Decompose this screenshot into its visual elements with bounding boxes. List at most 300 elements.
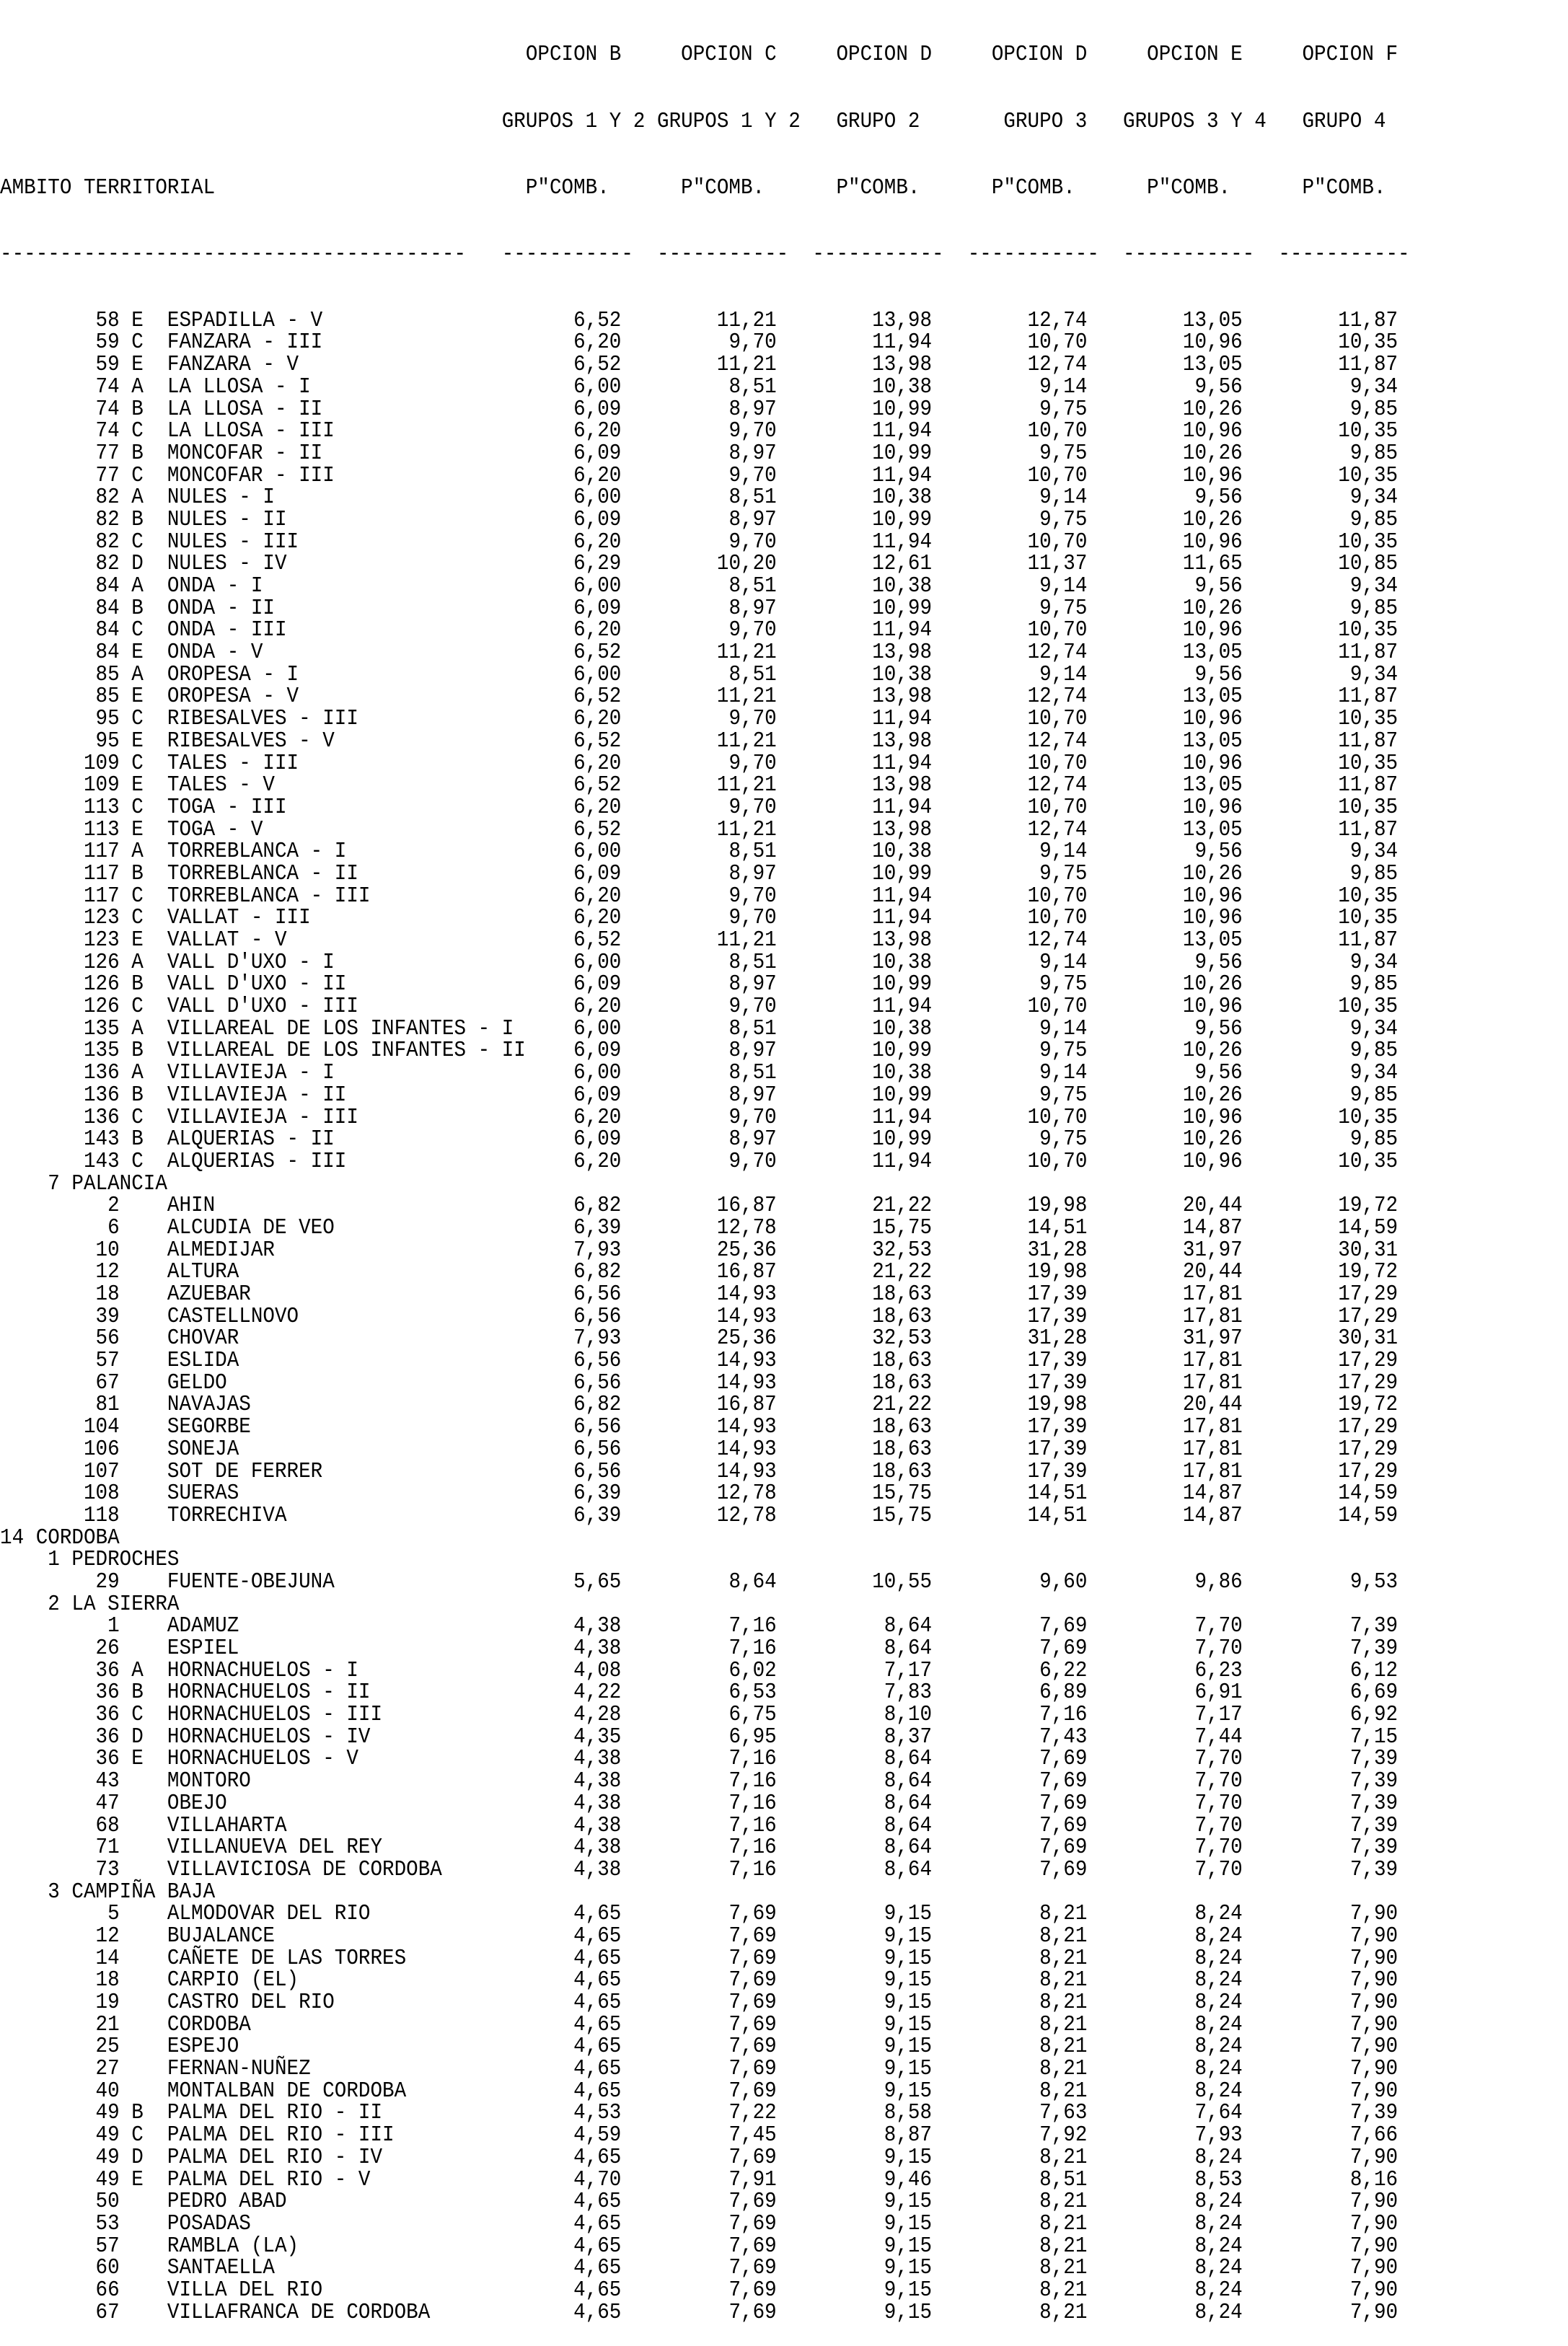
table-row xyxy=(0,487,1410,509)
municipality-name: 84 C ONDA - III xyxy=(0,618,526,643)
value-opcion-d-grupo2: 9,15 xyxy=(776,2300,933,2325)
table-row xyxy=(0,1439,1410,1461)
value-opcion-d-grupo3: 8,21 xyxy=(932,2057,1088,2082)
value-opcion-b: 6,52 xyxy=(525,353,622,378)
table-row xyxy=(0,399,1410,421)
value-opcion-f: 10,35 xyxy=(1242,463,1399,488)
value-opcion-c: 8,51 xyxy=(621,839,777,865)
value-opcion-c: 11,21 xyxy=(621,728,777,754)
value-opcion-c: 11,21 xyxy=(621,640,777,666)
value-opcion-f: 7,39 xyxy=(1242,1791,1399,1816)
value-opcion-c: 14,93 xyxy=(621,1349,777,1374)
value-opcion-f: 9,85 xyxy=(1242,1127,1399,1152)
value-opcion-d-grupo3: 9,60 xyxy=(932,1569,1088,1595)
value-opcion-c: 9,70 xyxy=(621,529,777,555)
value-opcion-f: 7,90 xyxy=(1242,2057,1399,2082)
value-opcion-c: 11,21 xyxy=(621,353,777,378)
value-opcion-d-grupo3: 8,21 xyxy=(932,1902,1088,1927)
value-opcion-c: 6,95 xyxy=(621,1724,777,1750)
value-opcion-c: 6,02 xyxy=(621,1658,777,1683)
value-opcion-c: 9,70 xyxy=(621,995,777,1020)
value-opcion-b: 6,20 xyxy=(525,463,622,488)
value-opcion-d-grupo2: 10,99 xyxy=(776,1082,933,1108)
value-opcion-d-grupo2: 11,94 xyxy=(776,751,933,776)
municipality-name: 18 AZUEBAR xyxy=(0,1282,526,1308)
value-opcion-d-grupo2: 11,94 xyxy=(776,995,933,1020)
value-opcion-b: 6,20 xyxy=(525,529,622,555)
value-opcion-b: 4,38 xyxy=(525,1791,622,1816)
value-opcion-e: 7,44 xyxy=(1087,1724,1243,1750)
value-opcion-e: 10,26 xyxy=(1087,972,1243,997)
value-opcion-e: 17,81 xyxy=(1087,1459,1243,1484)
value-opcion-f: 17,29 xyxy=(1242,1304,1399,1329)
table-row xyxy=(0,797,1410,819)
value-opcion-b: 6,20 xyxy=(525,618,622,643)
value-opcion-b: 4,65 xyxy=(525,2277,622,2303)
municipality-name: 49 B PALMA DEL RIO - II xyxy=(0,2101,526,2126)
value-opcion-b: 6,20 xyxy=(525,751,622,776)
value-opcion-d-grupo2: 10,38 xyxy=(776,950,933,975)
value-opcion-d-grupo3: 12,74 xyxy=(932,817,1088,842)
value-opcion-c: 7,69 xyxy=(621,2256,777,2281)
table-row xyxy=(0,1261,1410,1284)
value-opcion-f: 7,90 xyxy=(1242,2078,1399,2104)
value-opcion-d-grupo3: 31,28 xyxy=(932,1238,1088,1263)
value-opcion-b: 4,65 xyxy=(525,2233,622,2259)
table-row xyxy=(0,2078,1410,2104)
value-opcion-b: 6,20 xyxy=(525,795,622,820)
value-opcion-c: 9,70 xyxy=(621,906,777,931)
table-row xyxy=(0,1948,1410,1970)
table-row xyxy=(0,2277,1410,2303)
value-opcion-e: 13,05 xyxy=(1087,817,1243,842)
value-opcion-c: 16,87 xyxy=(621,1393,777,1418)
value-opcion-d-grupo2: 18,63 xyxy=(776,1370,933,1395)
value-opcion-b: 6,20 xyxy=(525,330,622,356)
value-opcion-c: 7,69 xyxy=(621,2190,777,2215)
value-opcion-b: 4,38 xyxy=(525,1813,622,1838)
value-opcion-b: 6,09 xyxy=(525,1127,622,1152)
table-row xyxy=(0,2125,1410,2147)
value-opcion-e: 20,44 xyxy=(1087,1393,1243,1418)
value-opcion-c: 8,97 xyxy=(621,397,777,422)
value-opcion-e: 10,96 xyxy=(1087,618,1243,643)
value-opcion-e: 10,26 xyxy=(1087,861,1243,886)
value-opcion-e: 8,24 xyxy=(1087,2190,1243,2215)
value-opcion-e: 8,24 xyxy=(1087,1902,1243,1927)
value-opcion-b: 4,38 xyxy=(525,1857,622,1882)
value-opcion-e: 10,26 xyxy=(1087,1127,1243,1152)
table-row xyxy=(0,1815,1410,1838)
value-opcion-e: 8,24 xyxy=(1087,2057,1243,2082)
value-opcion-d-grupo2: 11,94 xyxy=(776,463,933,488)
municipality-name: 84 A ONDA - I xyxy=(0,574,526,599)
value-opcion-e: 7,70 xyxy=(1087,1769,1243,1794)
value-opcion-e: 8,24 xyxy=(1087,2300,1243,2325)
municipality-name: 49 D PALMA DEL RIO - IV xyxy=(0,2145,526,2170)
value-opcion-e: 9,56 xyxy=(1087,574,1243,599)
table-row xyxy=(0,1793,1410,1815)
value-opcion-d-grupo2: 9,15 xyxy=(776,2233,933,2259)
municipality-name: 40 MONTALBAN DE CORDOBA xyxy=(0,2078,526,2104)
municipality-name: 135 B VILLAREAL DE LOS INFANTES - II xyxy=(0,1038,526,1064)
value-opcion-c: 7,69 xyxy=(621,1968,777,1993)
municipality-name: 126 B VALL D'UXO - II xyxy=(0,972,526,997)
value-opcion-d-grupo3: 17,39 xyxy=(932,1349,1088,1374)
value-opcion-f: 10,35 xyxy=(1242,419,1399,444)
value-opcion-b: 4,59 xyxy=(525,2123,622,2148)
value-opcion-d-grupo3: 17,39 xyxy=(932,1437,1088,1462)
value-opcion-d-grupo3: 7,63 xyxy=(932,2101,1088,2126)
table-row xyxy=(0,1372,1410,1395)
value-opcion-d-grupo3: 9,75 xyxy=(932,861,1088,886)
value-opcion-b: 4,38 xyxy=(525,1769,622,1794)
table-row xyxy=(0,2257,1410,2280)
value-opcion-e: 7,64 xyxy=(1087,2101,1243,2126)
value-opcion-d-grupo3: 9,75 xyxy=(932,507,1088,532)
table-row xyxy=(0,1018,1410,1041)
value-opcion-f: 10,35 xyxy=(1242,751,1399,776)
value-opcion-b: 6,56 xyxy=(525,1304,622,1329)
table-row xyxy=(0,819,1410,842)
value-opcion-f: 7,39 xyxy=(1242,1857,1399,1882)
value-opcion-f: 10,35 xyxy=(1242,795,1399,820)
value-opcion-f: 9,34 xyxy=(1242,839,1399,865)
value-opcion-e: 8,24 xyxy=(1087,1968,1243,1993)
value-opcion-b: 6,00 xyxy=(525,950,622,975)
value-opcion-d-grupo2: 7,83 xyxy=(776,1680,933,1706)
value-opcion-f: 11,87 xyxy=(1242,353,1399,378)
value-opcion-d-grupo2: 10,99 xyxy=(776,1038,933,1064)
value-opcion-d-grupo2: 11,94 xyxy=(776,795,933,820)
value-opcion-d-grupo3: 8,21 xyxy=(932,2300,1088,2325)
value-opcion-d-grupo2: 10,38 xyxy=(776,574,933,599)
value-opcion-e: 8,24 xyxy=(1087,2078,1243,2104)
value-opcion-f: 9,85 xyxy=(1242,507,1399,532)
value-opcion-b: 4,38 xyxy=(525,1747,622,1772)
value-opcion-d-grupo2: 11,94 xyxy=(776,529,933,555)
value-opcion-d-grupo2: 18,63 xyxy=(776,1282,933,1308)
value-opcion-f: 8,16 xyxy=(1242,2167,1399,2192)
table-row xyxy=(0,930,1410,952)
value-opcion-e: 10,96 xyxy=(1087,419,1243,444)
value-opcion-d-grupo2: 18,63 xyxy=(776,1349,933,1374)
municipality-name: 95 E RIBESALVES - V xyxy=(0,728,526,754)
value-opcion-b: 6,56 xyxy=(525,1349,622,1374)
table-row xyxy=(0,1394,1410,1416)
value-opcion-d-grupo2: 21,22 xyxy=(776,1393,933,1418)
value-opcion-d-grupo2: 11,94 xyxy=(776,419,933,444)
value-opcion-c: 8,51 xyxy=(621,374,777,400)
value-opcion-e: 9,86 xyxy=(1087,1569,1243,1595)
value-opcion-b: 6,00 xyxy=(525,574,622,599)
value-opcion-b: 4,22 xyxy=(525,1680,622,1706)
municipality-name: 57 ESLIDA xyxy=(0,1349,526,1374)
table-row xyxy=(0,2102,1410,2125)
value-opcion-c: 9,70 xyxy=(621,618,777,643)
value-opcion-e: 14,87 xyxy=(1087,1481,1243,1507)
value-opcion-b: 6,39 xyxy=(525,1503,622,1528)
value-opcion-d-grupo3: 12,74 xyxy=(932,928,1088,953)
table-row xyxy=(0,1483,1410,1505)
value-opcion-d-grupo2: 9,15 xyxy=(776,1968,933,1993)
value-opcion-f: 9,34 xyxy=(1242,574,1399,599)
table-row xyxy=(0,1903,1410,1926)
value-opcion-d-grupo3: 8,21 xyxy=(932,2211,1088,2236)
value-opcion-c: 14,93 xyxy=(621,1304,777,1329)
value-opcion-b: 4,65 xyxy=(525,2190,622,2215)
value-opcion-c: 8,97 xyxy=(621,441,777,466)
value-opcion-e: 7,70 xyxy=(1087,1791,1243,1816)
table-row xyxy=(0,2147,1410,2169)
value-opcion-d-grupo2: 8,64 xyxy=(776,1835,933,1861)
value-opcion-d-grupo3: 8,21 xyxy=(932,2256,1088,2281)
municipality-name: 109 C TALES - III xyxy=(0,751,526,776)
value-opcion-d-grupo3: 7,69 xyxy=(932,1747,1088,1772)
value-opcion-f: 11,87 xyxy=(1242,773,1399,798)
municipality-name: 95 C RIBESALVES - III xyxy=(0,707,526,732)
value-opcion-f: 7,39 xyxy=(1242,1813,1399,1838)
municipality-name: 57 RAMBLA (LA) xyxy=(0,2233,526,2259)
table-row xyxy=(0,1062,1410,1085)
municipality-name: 123 C VALLAT - III xyxy=(0,906,526,931)
value-opcion-e: 17,81 xyxy=(1087,1282,1243,1308)
municipality-name: 67 VILLAFRANCA DE CORDOBA xyxy=(0,2300,526,2325)
table-row xyxy=(0,907,1410,930)
value-opcion-d-grupo3: 17,39 xyxy=(932,1304,1088,1329)
table-row xyxy=(0,1328,1410,1350)
value-opcion-d-grupo2: 8,64 xyxy=(776,1747,933,1772)
table-row xyxy=(0,1923,1410,1949)
value-opcion-e: 13,05 xyxy=(1087,928,1243,953)
value-opcion-f: 6,69 xyxy=(1242,1680,1399,1706)
value-opcion-f: 7,90 xyxy=(1242,2145,1399,2170)
municipality-name: 59 E FANZARA - V xyxy=(0,353,526,378)
value-opcion-c: 7,16 xyxy=(621,1857,777,1882)
value-opcion-d-grupo2: 10,38 xyxy=(776,485,933,511)
value-opcion-f: 9,34 xyxy=(1242,485,1399,511)
value-opcion-c: 7,69 xyxy=(621,2034,777,2060)
value-opcion-d-grupo3: 8,51 xyxy=(932,2167,1088,2192)
value-opcion-d-grupo3: 7,69 xyxy=(932,1813,1088,1838)
value-opcion-f: 6,12 xyxy=(1242,1658,1399,1683)
value-opcion-e: 20,44 xyxy=(1087,1194,1243,1219)
municipality-name: 10 ALMEDIJAR xyxy=(0,1238,526,1263)
value-opcion-d-grupo3: 9,75 xyxy=(932,397,1088,422)
value-opcion-d-grupo2: 9,15 xyxy=(776,2256,933,2281)
value-opcion-d-grupo3: 9,14 xyxy=(932,374,1088,400)
value-opcion-e: 11,65 xyxy=(1087,552,1243,577)
value-opcion-f: 19,72 xyxy=(1242,1393,1399,1418)
value-opcion-f: 11,87 xyxy=(1242,817,1399,842)
value-opcion-d-grupo3: 7,69 xyxy=(932,1769,1088,1794)
value-opcion-d-grupo3: 7,16 xyxy=(932,1703,1088,1728)
value-opcion-d-grupo2: 13,98 xyxy=(776,684,933,710)
value-opcion-e: 10,26 xyxy=(1087,441,1243,466)
value-opcion-e: 9,56 xyxy=(1087,485,1243,511)
value-opcion-d-grupo3: 10,70 xyxy=(932,419,1088,444)
value-opcion-c: 8,51 xyxy=(621,662,777,687)
value-opcion-d-grupo2: 13,98 xyxy=(776,928,933,953)
value-opcion-b: 6,20 xyxy=(525,1105,622,1130)
table-row xyxy=(0,1770,1410,1793)
table-row xyxy=(0,420,1410,443)
municipality-name: 135 A VILLAREAL DE LOS INFANTES - I xyxy=(0,1016,526,1041)
table-row xyxy=(0,1682,1410,1704)
value-opcion-c: 7,69 xyxy=(621,2012,777,2037)
value-opcion-d-grupo3: 8,21 xyxy=(932,2012,1088,2037)
value-opcion-d-grupo2: 18,63 xyxy=(776,1415,933,1440)
value-opcion-f: 7,39 xyxy=(1242,1769,1399,1794)
value-opcion-e: 14,87 xyxy=(1087,1215,1243,1240)
table-row xyxy=(0,775,1410,797)
value-opcion-f: 17,29 xyxy=(1242,1415,1399,1440)
value-opcion-d-grupo2: 10,55 xyxy=(776,1569,933,1595)
value-opcion-b: 6,09 xyxy=(525,1038,622,1064)
value-opcion-d-grupo3: 8,21 xyxy=(932,2034,1088,2060)
table-row xyxy=(0,1416,1410,1439)
value-opcion-b: 4,65 xyxy=(525,1923,622,1949)
value-opcion-f: 10,35 xyxy=(1242,707,1399,732)
value-opcion-d-grupo3: 9,14 xyxy=(932,950,1088,975)
table-row xyxy=(0,1195,1410,1217)
table-row xyxy=(0,598,1410,620)
municipality-name: 49 E PALMA DEL RIO - V xyxy=(0,2167,526,2192)
value-opcion-d-grupo2: 9,15 xyxy=(776,2145,933,2170)
value-opcion-e: 8,24 xyxy=(1087,2012,1243,2037)
value-opcion-b: 6,20 xyxy=(525,1149,622,1174)
value-opcion-d-grupo3: 17,39 xyxy=(932,1415,1088,1440)
value-opcion-c: 8,97 xyxy=(621,972,777,997)
value-opcion-b: 6,52 xyxy=(525,817,622,842)
value-opcion-d-grupo3: 10,70 xyxy=(932,906,1088,931)
value-opcion-d-grupo2: 10,99 xyxy=(776,1127,933,1152)
value-opcion-b: 6,29 xyxy=(525,552,622,577)
value-opcion-b: 6,82 xyxy=(525,1393,622,1418)
value-opcion-b: 6,52 xyxy=(525,640,622,666)
municipality-name: 118 TORRECHIVA xyxy=(0,1503,526,1528)
value-opcion-e: 10,26 xyxy=(1087,507,1243,532)
value-opcion-b: 7,93 xyxy=(525,1326,622,1351)
value-opcion-d-grupo2: 10,38 xyxy=(776,374,933,400)
value-opcion-b: 6,39 xyxy=(525,1215,622,1240)
value-opcion-c: 8,51 xyxy=(621,950,777,975)
value-opcion-f: 9,34 xyxy=(1242,1016,1399,1041)
value-opcion-b: 6,20 xyxy=(525,883,622,909)
table-row xyxy=(0,1859,1410,1882)
value-opcion-b: 4,28 xyxy=(525,1703,622,1728)
table-row xyxy=(0,1217,1410,1240)
value-opcion-e: 13,05 xyxy=(1087,353,1243,378)
value-opcion-c: 7,69 xyxy=(621,2233,777,2259)
table-row xyxy=(0,509,1410,532)
value-opcion-b: 6,52 xyxy=(525,928,622,953)
value-opcion-d-grupo2: 12,61 xyxy=(776,552,933,577)
value-opcion-d-grupo3: 10,70 xyxy=(932,883,1088,909)
value-opcion-d-grupo2: 8,10 xyxy=(776,1703,933,1728)
value-opcion-b: 6,20 xyxy=(525,707,622,732)
value-opcion-e: 10,96 xyxy=(1087,751,1243,776)
value-opcion-d-grupo3: 7,69 xyxy=(932,1614,1088,1639)
value-opcion-d-grupo3: 8,21 xyxy=(932,1923,1088,1949)
table-row xyxy=(0,2233,1410,2259)
value-opcion-f: 7,90 xyxy=(1242,1923,1399,1949)
value-opcion-b: 6,82 xyxy=(525,1260,622,1285)
value-opcion-c: 9,70 xyxy=(621,751,777,776)
value-opcion-d-grupo3: 10,70 xyxy=(932,707,1088,732)
value-opcion-d-grupo3: 12,74 xyxy=(932,728,1088,754)
value-opcion-d-grupo2: 8,64 xyxy=(776,1769,933,1794)
value-opcion-b: 4,65 xyxy=(525,2057,622,2082)
table-row xyxy=(0,2191,1410,2213)
header-line-options: OPCION B OPCION C OPCION D OPCION D OPCION E OPCION F xyxy=(0,43,1399,68)
value-opcion-b: 4,35 xyxy=(525,1724,622,1750)
value-opcion-c: 16,87 xyxy=(621,1260,777,1285)
value-opcion-f: 17,29 xyxy=(1242,1370,1399,1395)
value-opcion-d-grupo3: 10,70 xyxy=(932,1149,1088,1174)
municipality-name: 82 A NULES - I xyxy=(0,485,526,511)
value-opcion-e: 7,17 xyxy=(1087,1703,1243,1728)
value-opcion-d-grupo2: 9,15 xyxy=(776,2057,933,2082)
value-opcion-d-grupo3: 17,39 xyxy=(932,1282,1088,1308)
value-opcion-e: 8,24 xyxy=(1087,2233,1243,2259)
value-opcion-d-grupo2: 13,98 xyxy=(776,353,933,378)
value-opcion-f: 7,90 xyxy=(1242,2211,1399,2236)
value-opcion-f: 9,85 xyxy=(1242,1038,1399,1064)
value-opcion-b: 6,00 xyxy=(525,839,622,865)
municipality-name: 77 B MONCOFAR - II xyxy=(0,441,526,466)
municipality-name: 104 SEGORBE xyxy=(0,1415,526,1440)
municipality-name: 143 C ALQUERIAS - III xyxy=(0,1149,526,1174)
value-opcion-f: 10,85 xyxy=(1242,552,1399,577)
value-opcion-d-grupo2: 9,15 xyxy=(776,2277,933,2303)
value-opcion-e: 13,05 xyxy=(1087,773,1243,798)
value-opcion-f: 7,39 xyxy=(1242,1636,1399,1662)
value-opcion-c: 11,21 xyxy=(621,773,777,798)
value-opcion-d-grupo2: 9,15 xyxy=(776,1902,933,1927)
value-opcion-f: 7,39 xyxy=(1242,2101,1399,2126)
value-opcion-e: 10,96 xyxy=(1087,995,1243,1020)
value-opcion-c: 8,64 xyxy=(621,1569,777,1595)
value-opcion-c: 14,93 xyxy=(621,1437,777,1462)
value-opcion-c: 14,93 xyxy=(621,1282,777,1308)
table-row xyxy=(0,1306,1410,1328)
value-opcion-e: 10,96 xyxy=(1087,463,1243,488)
value-opcion-b: 6,56 xyxy=(525,1415,622,1440)
value-opcion-c: 6,53 xyxy=(621,1680,777,1706)
value-opcion-c: 8,51 xyxy=(621,485,777,511)
value-opcion-e: 10,96 xyxy=(1087,1149,1243,1174)
value-opcion-d-grupo2: 8,64 xyxy=(776,1813,933,1838)
value-opcion-c: 11,21 xyxy=(621,817,777,842)
table-row xyxy=(0,1461,1410,1483)
value-opcion-e: 13,05 xyxy=(1087,308,1243,333)
value-opcion-b: 6,00 xyxy=(525,1016,622,1041)
municipality-name: 85 E OROPESA - V xyxy=(0,684,526,710)
value-opcion-b: 6,09 xyxy=(525,507,622,532)
value-opcion-d-grupo2: 18,63 xyxy=(776,1304,933,1329)
municipality-name: 117 C TORREBLANCA - III xyxy=(0,883,526,909)
value-opcion-e: 17,81 xyxy=(1087,1437,1243,1462)
value-opcion-b: 4,65 xyxy=(525,1902,622,1927)
value-opcion-b: 4,65 xyxy=(525,2256,622,2281)
value-opcion-b: 4,65 xyxy=(525,2034,622,2060)
municipality-name: 36 C HORNACHUELOS - III xyxy=(0,1703,526,1728)
municipality-name: 5 ALMODOVAR DEL RIO xyxy=(0,1902,526,1927)
value-opcion-f: 19,72 xyxy=(1242,1194,1399,1219)
value-opcion-e: 8,24 xyxy=(1087,2277,1243,2303)
municipality-name: 81 NAVAJAS xyxy=(0,1393,526,1418)
